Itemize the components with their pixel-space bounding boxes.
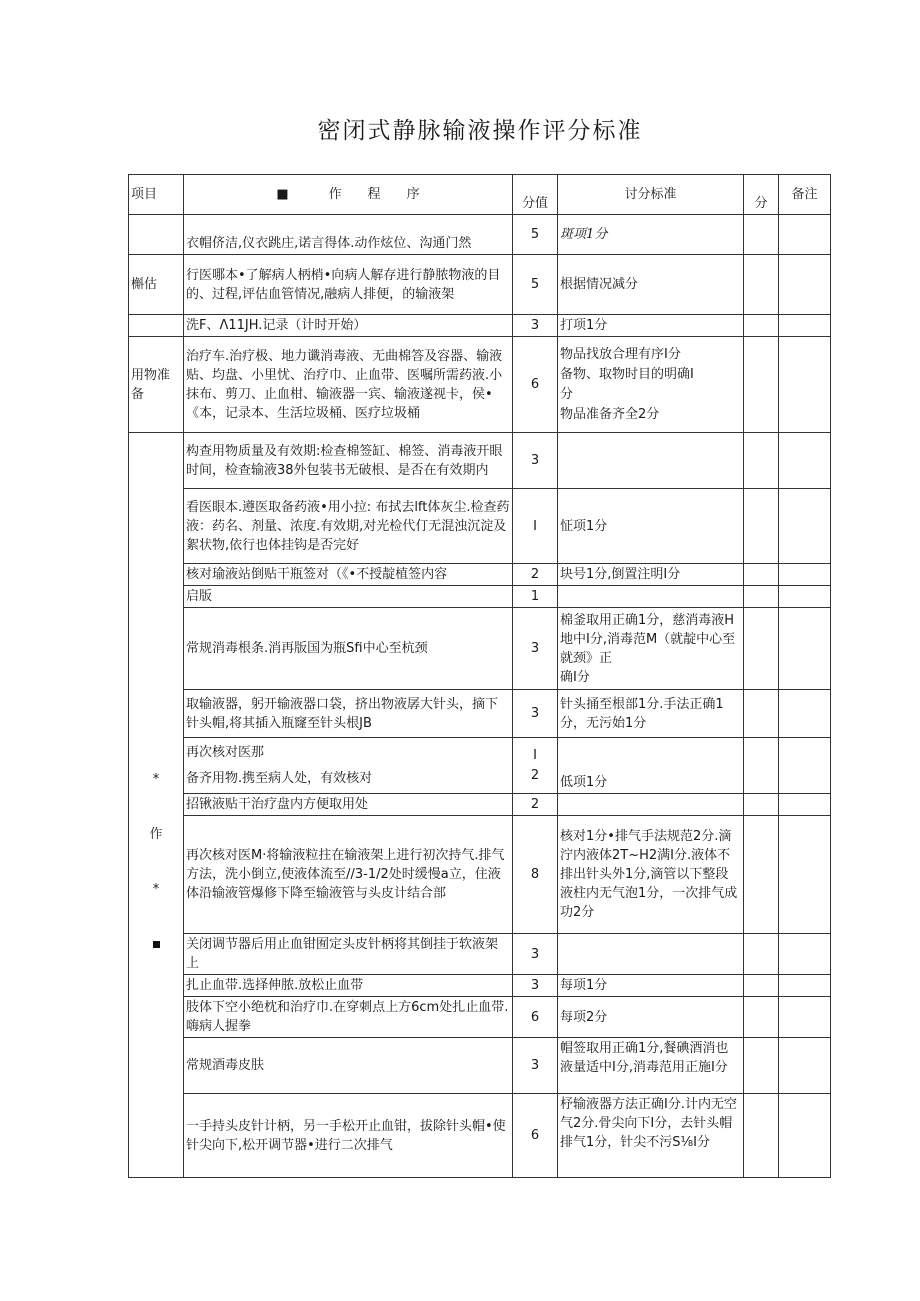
table-row bbox=[129, 255, 831, 315]
procedure-cell: 招锹液贴干治疗盘内方便取用处 bbox=[184, 794, 513, 816]
criteria-cell: 打项1分 bbox=[558, 315, 744, 337]
score-cell: 5 bbox=[513, 255, 558, 315]
table-row bbox=[129, 934, 831, 975]
criteria-cell: 块号1分,倒置注明I分 bbox=[558, 564, 744, 586]
score-cell: 3 bbox=[513, 934, 558, 975]
score-cell: 5 bbox=[513, 215, 558, 255]
procedure-cell: 取输液器，躬开输液器口袋，挤出物液孱大针头，摘下针头帽,将其插入瓶窿至针头根JB bbox=[184, 690, 513, 738]
table-row bbox=[129, 215, 831, 255]
score-cell: 3 bbox=[513, 433, 558, 489]
score-cell: 6 bbox=[513, 1094, 558, 1178]
procedure-cell: 关闭调节器后用止血钳囿定头皮针柄将其倒挂于软液架上 bbox=[184, 934, 513, 975]
score-cell: 3 bbox=[513, 690, 558, 738]
project-cell-supplies: 用物准备 bbox=[129, 337, 184, 433]
criteria-cell bbox=[558, 794, 744, 816]
criteria-cell: 每项1分 bbox=[558, 975, 744, 997]
page-title: 密闭式静脉输液操作评分标准 bbox=[317, 118, 643, 144]
criteria-cell: 物品找放合理有序I分 备物、取物时目的明确I 分 物品准备齐全2分 bbox=[558, 337, 744, 433]
header-score: 分值 bbox=[513, 175, 558, 215]
score-cell: 2 bbox=[513, 794, 558, 816]
criteria-cell: 低项1分 bbox=[558, 738, 744, 794]
criteria-cell: 杼输液器方法正确I分.计内无空气2分.骨尖向下I分，去针头帽排气1分，针尖不污S⅛I分 bbox=[558, 1094, 744, 1178]
score-cell: 6 bbox=[513, 997, 558, 1038]
criteria-cell bbox=[558, 934, 744, 975]
procedure-cell: 肢体下空小绝枕和治疗巾.在穿刺点上方6cm处扎止血带.嗨病人握拳 bbox=[184, 997, 513, 1038]
header-deduct: 分 bbox=[744, 175, 779, 215]
operation-mark: * bbox=[152, 772, 160, 787]
header-remarks: 备注 bbox=[779, 175, 831, 215]
table-row bbox=[129, 433, 831, 489]
table-row bbox=[129, 608, 831, 690]
project-cell-operation bbox=[129, 433, 184, 1178]
procedure-cell: 常规消毒根条.消再版国为瓶Sfi中心至杭颈 bbox=[184, 608, 513, 690]
table-row bbox=[129, 315, 831, 337]
header-criteria: 讨分标准 bbox=[558, 175, 744, 215]
procedure-cell: 看医眼本.遵医取备药液•用小拉: 布拭去lft体灰尘.检查药液：药名、剂量、浓度.有效期,对光检代仃无混浊沉淀及絮状物,依行也体挂钩是否完好 bbox=[184, 489, 513, 564]
criteria-cell: 针头捅至根部1分.手法正确1分，无污始1分 bbox=[558, 690, 744, 738]
table-row bbox=[129, 690, 831, 738]
criteria-cell: 斑项1分 bbox=[558, 215, 744, 255]
criteria-cell: 根据情况减分 bbox=[558, 255, 744, 315]
table-row bbox=[129, 997, 831, 1038]
scoring-table bbox=[128, 174, 831, 1178]
score-cell: 3 bbox=[513, 1038, 558, 1094]
procedure-cell: 再次核对医M·将输液粒拄在输液架上进行初次持气.排气方法，洗小倒立,使液体流至//3-1/2处时缓慢a立，住液体沿输液管爆修下降至输液管与头皮计结合部 bbox=[184, 816, 513, 934]
procedure-cell: 衣帽侪洁,仪衣跳庄,诺言得体.动作炫位、沟通门然 bbox=[184, 215, 513, 255]
table-header-row bbox=[129, 175, 831, 215]
score-cell: I bbox=[513, 489, 558, 564]
criteria-cell bbox=[558, 586, 744, 608]
score-cell: 3 bbox=[513, 608, 558, 690]
criteria-cell: 怔项1分 bbox=[558, 489, 744, 564]
criteria-cell: 核对1分•排气手法规范2分.滴泞内液体2T~H2满I分.液体不排出针头外1分,滴管以下整段液柱内无气泡1分，一次排气成功2分 bbox=[558, 816, 744, 934]
score-cell: 2 bbox=[513, 564, 558, 586]
header-procedure-bullet: ■ bbox=[276, 187, 289, 202]
procedure-cell: 一手持头皮针计柄，另一手松开止血钳，拔除针头帽•使针尖向下,松开调节器•进行二次排气 bbox=[184, 1094, 513, 1178]
table-row bbox=[129, 738, 831, 794]
procedure-cell: 扎止血带.选择伸脓.放松止血带 bbox=[184, 975, 513, 997]
criteria-cell: 每项2分 bbox=[558, 997, 744, 1038]
operation-mark bbox=[131, 935, 181, 954]
procedure-cell: 核对瑜液站倒贴干瓶签对（《•不授靛植签内容 bbox=[184, 564, 513, 586]
procedure-cell: 启版 bbox=[184, 586, 513, 608]
score-cell: 8 bbox=[513, 816, 558, 934]
procedure-cell: 构查用物质量及有效期:检查棉签缸、棉签、消毒液开眼时间，检查输液38外包装书无破根、是否在有效期内 bbox=[184, 433, 513, 489]
score-cell: 6 bbox=[513, 337, 558, 433]
project-cell-assess: 槲估 bbox=[129, 255, 184, 315]
table-row bbox=[129, 794, 831, 816]
procedure-cell: 常规酒毒皮肤 bbox=[184, 1038, 513, 1094]
score-cell: I 2 bbox=[513, 738, 558, 794]
operation-label: 作 bbox=[149, 827, 163, 842]
table-row bbox=[129, 975, 831, 997]
score-cell: 1 bbox=[513, 586, 558, 608]
criteria-cell: 棉釜取用正确1分，慈消毒液H地中I分,消毒范M（就靛中心至就颈》正 确I分 bbox=[558, 608, 744, 690]
procedure-cell: 治疗车.治疗极、地力谶消毒液、无曲棉答及容器、输液贴、均盘、小里忧、治疗巾、止血带、医嘱所需药液.小抹布、剪刀、止血柑、输液器一宾、输液遂视卡，侯•《本，记录本、生活垃圾桶、医疗垃圾桶 bbox=[184, 337, 513, 433]
header-project: 项目 bbox=[129, 175, 184, 215]
score-cell: 3 bbox=[513, 975, 558, 997]
procedure-cell: 再次核对医那 备齐用物.携至病人处，有效核对 bbox=[184, 738, 513, 794]
table-row bbox=[129, 586, 831, 608]
criteria-cell: 帽签取用正确1分,餐碘酒消也液量适中I分,消毒范用正施I分 bbox=[558, 1038, 744, 1094]
table-row bbox=[129, 337, 831, 433]
table-row bbox=[129, 816, 831, 934]
score-cell: 3 bbox=[513, 315, 558, 337]
header-procedure: ■ 作 程 序 bbox=[184, 175, 513, 215]
operation-mark: * bbox=[152, 882, 160, 897]
table-row bbox=[129, 564, 831, 586]
procedure-cell: 行医哪本•了解病人柄梢•向病人解存进行静脓物液的目的、过程,评估血管情况,融病人排便，的输液架 bbox=[184, 255, 513, 315]
table-row bbox=[129, 489, 831, 564]
table-row bbox=[129, 1094, 831, 1178]
table-row bbox=[129, 1038, 831, 1094]
criteria-cell bbox=[558, 433, 744, 489]
procedure-cell: 洗F、Λ11JH.记录（计时开始） bbox=[184, 315, 513, 337]
